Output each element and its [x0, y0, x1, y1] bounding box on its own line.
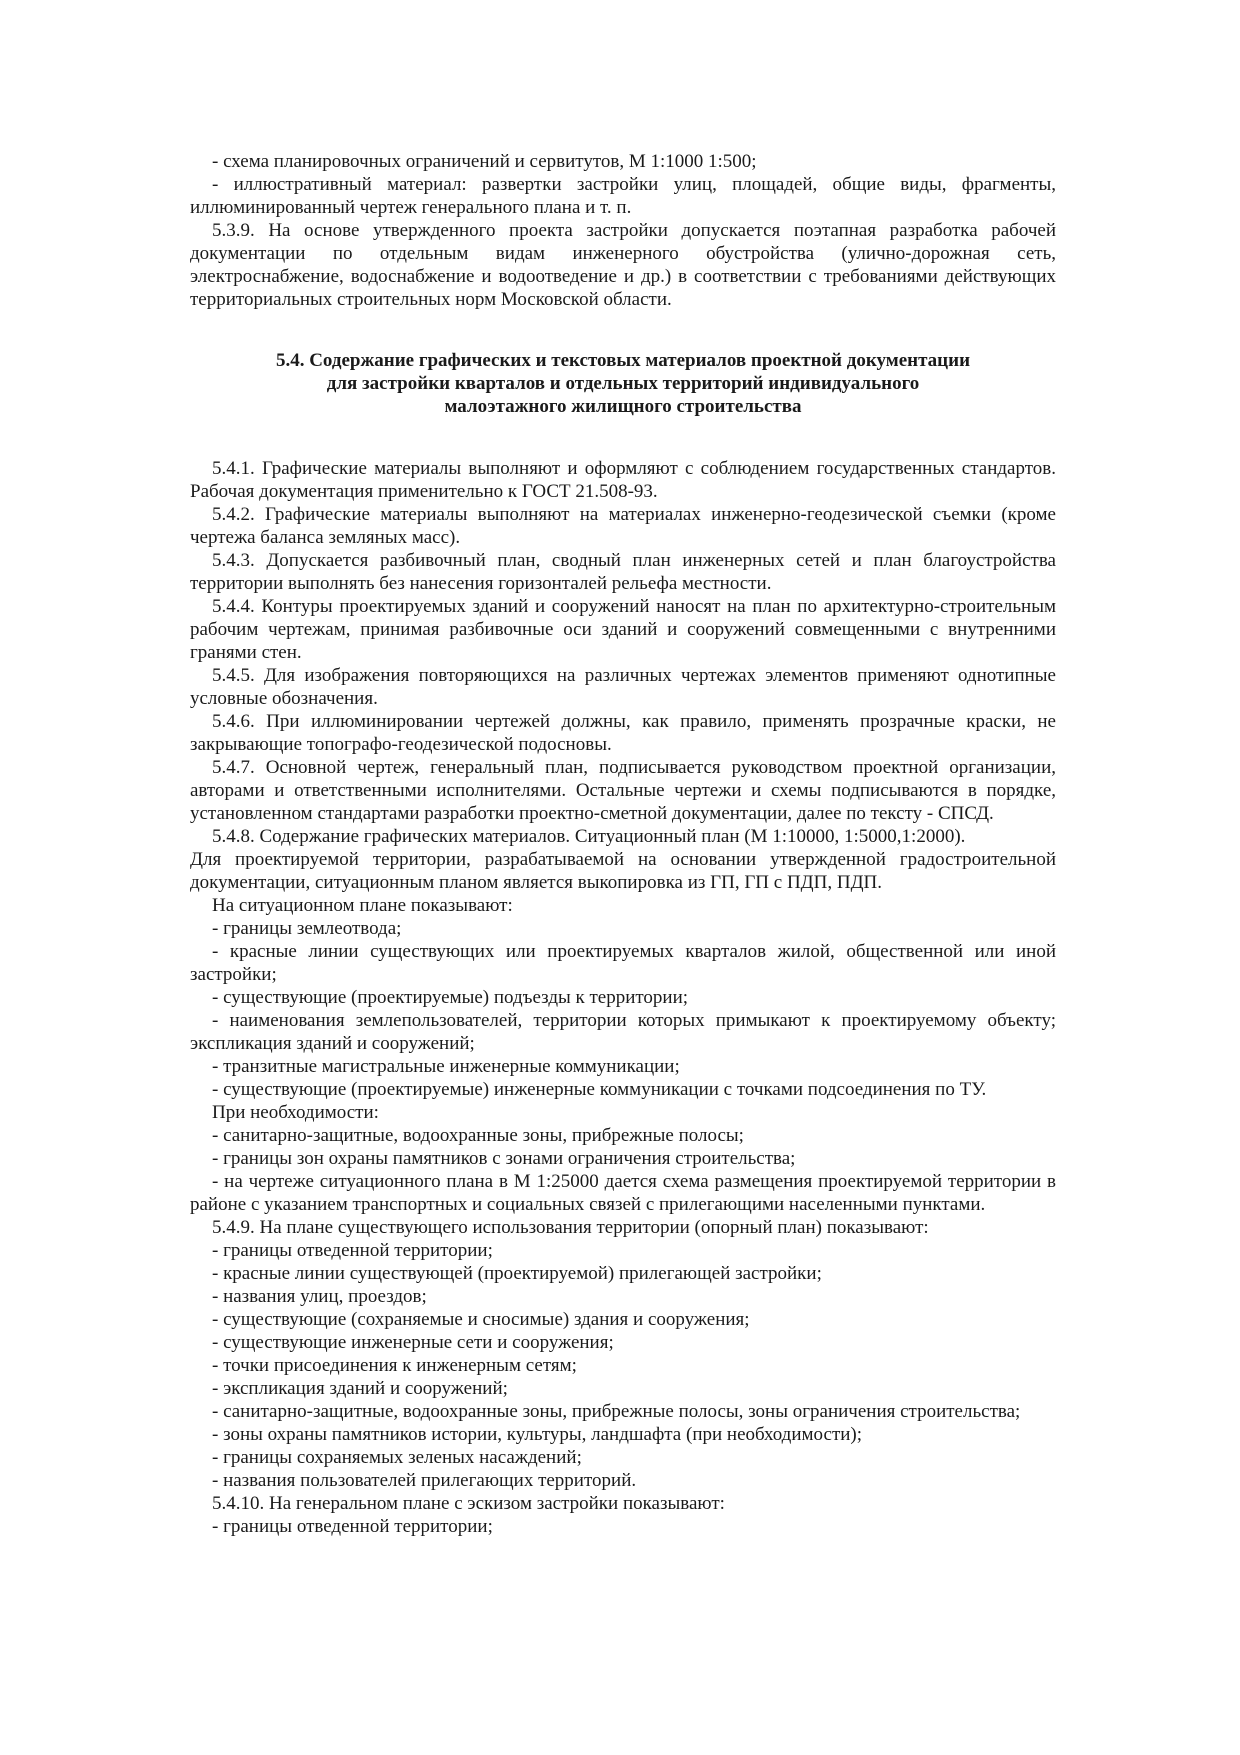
list-item: - на чертеже ситуационного плана в М 1:25000 дается схема размещения проектируемой территории в районе с указанием транспортных и социальных связей с прилегающими населенными пунктами. — [190, 1171, 1056, 1215]
list-item: - существующие инженерные сети и сооружения; — [212, 1332, 614, 1353]
list-item: - зоны охраны памятников истории, культуры, ландшафта (при необходимости); — [212, 1424, 863, 1445]
list-item: - границы зон охраны памятников с зонами ограничения строительства; — [212, 1148, 796, 1169]
paragraph: 5.4.10. На генеральном плане с эскизом застройки показывают: — [212, 1493, 725, 1514]
document-page — [190, 150, 1056, 1538]
list-item: - названия улиц, проездов; — [212, 1286, 427, 1307]
list-item: - существующие (проектируемые) подъезды к территории; — [212, 987, 689, 1008]
list-item: - названия пользователей прилегающих территорий. — [212, 1470, 637, 1491]
paragraph: 5.4.1. Графические материалы выполняют и оформляют с соблюдением государственных стандартов. Рабочая документация применительно к ГОСТ 21.508-93. — [190, 458, 1056, 502]
paragraph: 5.4.6. При иллюминировании чертежей должны, как правило, применять прозрачные краски, не закрывающие топографо-геодезической подосновы. — [190, 711, 1056, 755]
section-heading-line: 5.4. Содержание графических и текстовых материалов проектной документации — [275, 350, 971, 371]
list-item: - наименования землепользователей, территории которых примыкают к проектируемому объекту; экспликация зданий и сооружений; — [190, 1010, 1056, 1054]
section-heading-line: для застройки кварталов и отдельных территорий индивидуального — [326, 373, 920, 394]
list-item: - границы землеотвода; — [212, 918, 402, 939]
list-item: - красные линии существующей (проектируемой) прилегающей застройки; — [212, 1263, 822, 1284]
list-item: - границы отведенной территории; — [212, 1516, 493, 1537]
list-item: - красные линии существующих или проектируемых кварталов жилой, общественной или иной застройки; — [190, 941, 1056, 985]
list-item: - санитарно-защитные, водоохранные зоны, прибрежные полосы, зоны ограничения строительства; — [212, 1401, 1021, 1422]
paragraph: 5.4.9. На плане существующего использования территории (опорный план) показывают: — [212, 1217, 929, 1238]
list-item: - границы сохраняемых зеленых насаждений; — [212, 1447, 582, 1468]
paragraph: Для проектируемой территории, разрабатываемой на основании утвержденной градостроительной документации, ситуационным планом является выкопировка из ГП, ГП с ПДП, ПДП. — [190, 849, 1056, 893]
paragraph: 5.4.5. Для изображения повторяющихся на различных чертежах элементов применяют однотипные условные обозначения. — [190, 665, 1056, 709]
list-item: - точки присоединения к инженерным сетям; — [212, 1355, 577, 1376]
paragraph: На ситуационном плане показывают: — [212, 895, 513, 916]
paragraph: При необходимости: — [212, 1102, 379, 1123]
list-item: - экспликация зданий и сооружений; — [212, 1378, 508, 1399]
list-item: - существующие (проектируемые) инженерные коммуникации с точками подсоединения по ТУ. — [212, 1079, 987, 1100]
paragraph: 5.3.9. На основе утвержденного проекта застройки допускается поэтапная разработка рабочей документации по отдельным видам инженерного обустройства (улично-дорожная сеть, электроснабжение, водоснабжение и водоотведение и др.) в соответствии с требованиями действующих территориальных строительных норм Московской области. — [190, 220, 1056, 310]
list-item: - границы отведенной территории; — [212, 1240, 493, 1261]
paragraph: 5.4.4. Контуры проектируемых зданий и сооружений наносят на план по архитектурно-строительным рабочим чертежам, принимая разбивочные оси зданий и сооружений совмещенными с внутренними гранями стен. — [190, 596, 1056, 663]
paragraph: 5.4.8. Содержание графических материалов. Ситуационный план (М 1:10000, 1:5000,1:2000). — [212, 826, 966, 847]
paragraph: 5.4.7. Основной чертеж, генеральный план, подписывается руководством проектной организации, авторами и ответственными исполнителями. Остальные чертежи и схемы подписываются в порядке, установленном стандартами разработки проектно-сметной документации, далее по тексту - СПСД. — [190, 757, 1056, 824]
section-heading-line: малоэтажного жилищного строительства — [444, 396, 802, 417]
paragraph: 5.4.3. Допускается разбивочный план, сводный план инженерных сетей и план благоустройства территории выполнять без нанесения горизонталей рельефа местности. — [190, 550, 1056, 594]
paragraph: 5.4.2. Графические материалы выполняют на материалах инженерно-геодезической съемки (кроме чертежа баланса земляных масс). — [190, 504, 1056, 548]
section-heading — [190, 349, 1056, 418]
paragraph: - иллюстративный материал: развертки застройки улиц, площадей, общие виды, фрагменты, иллюминированный чертеж генерального плана и т. п. — [190, 174, 1056, 218]
list-item: - транзитные магистральные инженерные коммуникации; — [212, 1056, 680, 1077]
list-item: - существующие (сохраняемые и сносимые) здания и сооружения; — [212, 1309, 750, 1330]
paragraph: - схема планировочных ограничений и сервитутов, М 1:1000 1:500; — [212, 151, 757, 172]
list-item: - санитарно-защитные, водоохранные зоны, прибрежные полосы; — [212, 1125, 744, 1146]
